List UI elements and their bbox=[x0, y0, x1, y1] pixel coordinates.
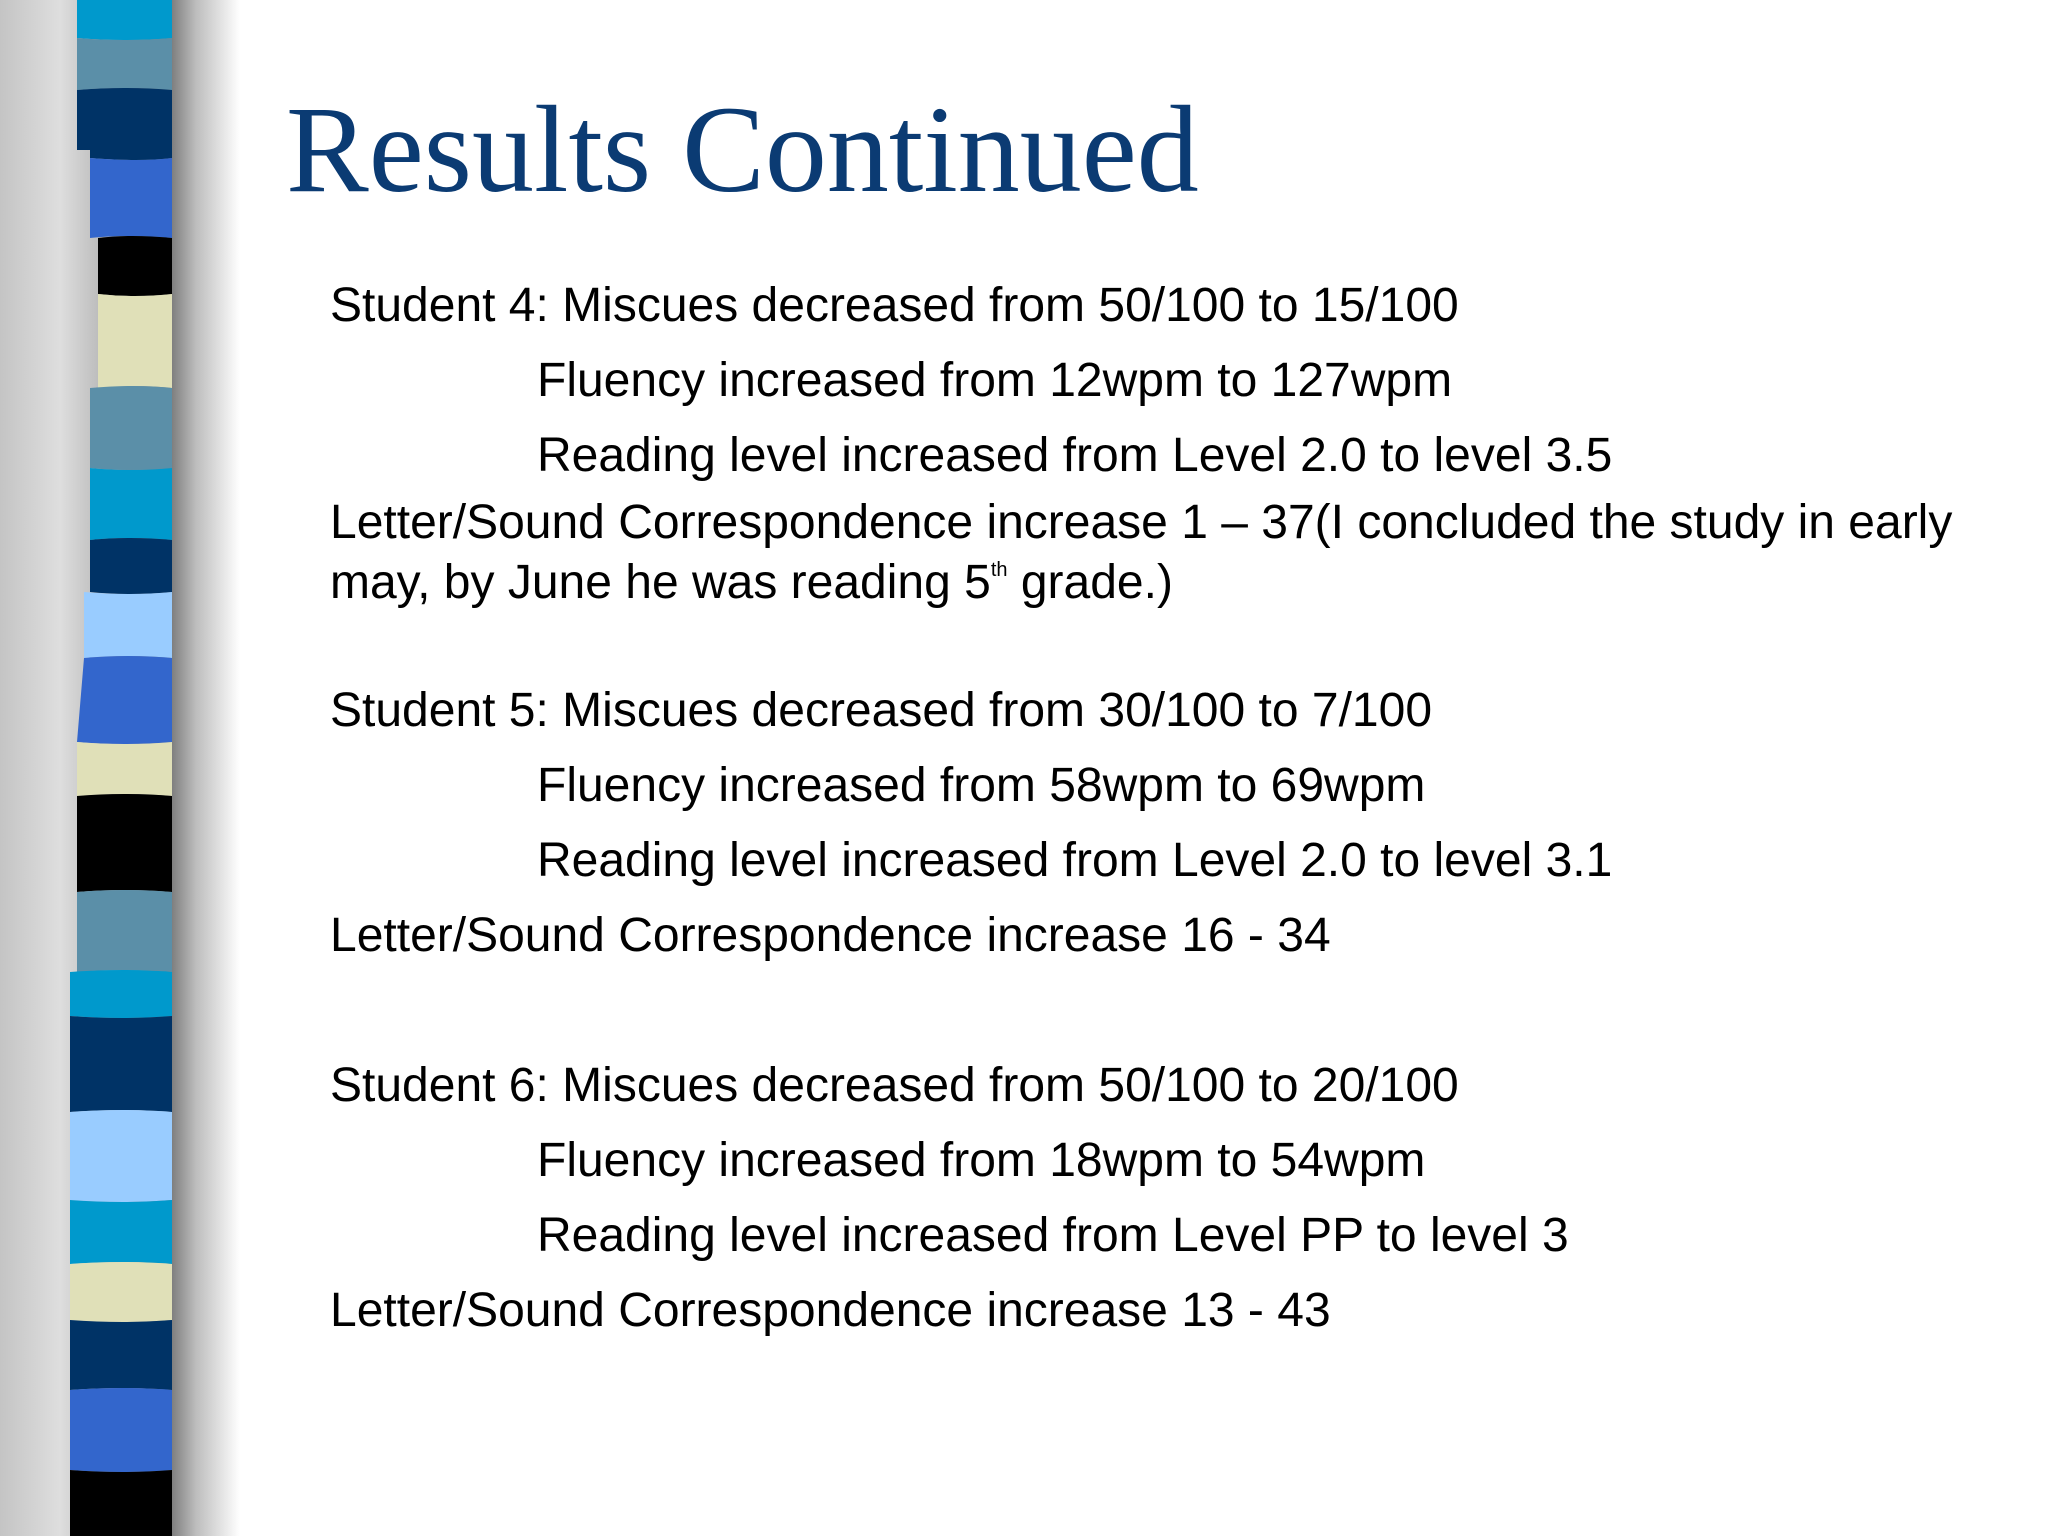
student-4-letter-sound-end: grade.) bbox=[1007, 556, 1173, 609]
student-4-reading-level: Reading level increased from Level 2.0 to level 3.5 bbox=[537, 429, 1613, 482]
stripe-block bbox=[70, 1262, 172, 1322]
stripe-block bbox=[90, 538, 172, 594]
student-6-fluency: Fluency increased from 18wpm to 54wpm bbox=[537, 1134, 1426, 1187]
spacer bbox=[330, 613, 2010, 673]
stripe-block bbox=[77, 38, 172, 90]
student-6-letter-sound: Letter/Sound Correspondence increase 13 - 43 bbox=[330, 1284, 1331, 1337]
stripe-block bbox=[77, 88, 172, 160]
stripe-block bbox=[77, 0, 172, 40]
student-5-reading-level: Reading level increased from Level 2.0 to level 3.1 bbox=[537, 834, 1613, 887]
stripe-block bbox=[70, 1016, 172, 1112]
stripe-block bbox=[90, 158, 172, 238]
student-6-reading-level: Reading level increased from Level PP to level 3 bbox=[537, 1209, 1569, 1262]
student-5-miscues: Student 5: Miscues decreased from 30/100 to 7/100 bbox=[330, 684, 1433, 737]
stripe-block bbox=[90, 386, 172, 470]
stripe-block bbox=[77, 794, 172, 892]
stripe-block bbox=[77, 656, 172, 744]
student-4-ordinal-suffix: th bbox=[990, 559, 1008, 581]
stripe-block bbox=[77, 742, 172, 796]
stripe-block bbox=[98, 236, 172, 296]
decorative-stripe bbox=[0, 0, 240, 1536]
stripe-block bbox=[77, 890, 172, 972]
stripe-block bbox=[98, 294, 172, 388]
stripe-block bbox=[84, 592, 172, 658]
stripe-block bbox=[70, 1388, 172, 1472]
student-5-fluency: Fluency increased from 58wpm to 69wpm bbox=[537, 759, 1426, 812]
spacer bbox=[330, 973, 2010, 1048]
student-4-letter-sound bbox=[330, 493, 2010, 613]
results-body bbox=[330, 268, 2010, 1348]
student-4-fluency: Fluency increased from 12wpm to 127wpm bbox=[537, 354, 1453, 407]
student-4-letter-sound-text: Letter/Sound Correspondence increase 1 – 37(I concluded the study in early may, by June he was reading 5 bbox=[330, 496, 1953, 609]
stripe-block bbox=[70, 1470, 172, 1536]
stripe-block bbox=[70, 1320, 172, 1390]
student-5-letter-sound: Letter/Sound Correspondence increase 16 - 34 bbox=[330, 909, 1331, 962]
stripe-blocks bbox=[70, 0, 172, 1536]
student-6-miscues: Student 6: Miscues decreased from 50/100 to 20/100 bbox=[330, 1059, 1459, 1112]
stripe-block bbox=[70, 1200, 172, 1264]
slide-title: Results Continued bbox=[286, 81, 1199, 218]
stripe-block bbox=[70, 970, 172, 1018]
student-4-miscues: Student 4: Miscues decreased from 50/100 to 15/100 bbox=[330, 279, 1459, 332]
stripe-block bbox=[90, 468, 172, 540]
stripe-block bbox=[70, 1110, 172, 1202]
